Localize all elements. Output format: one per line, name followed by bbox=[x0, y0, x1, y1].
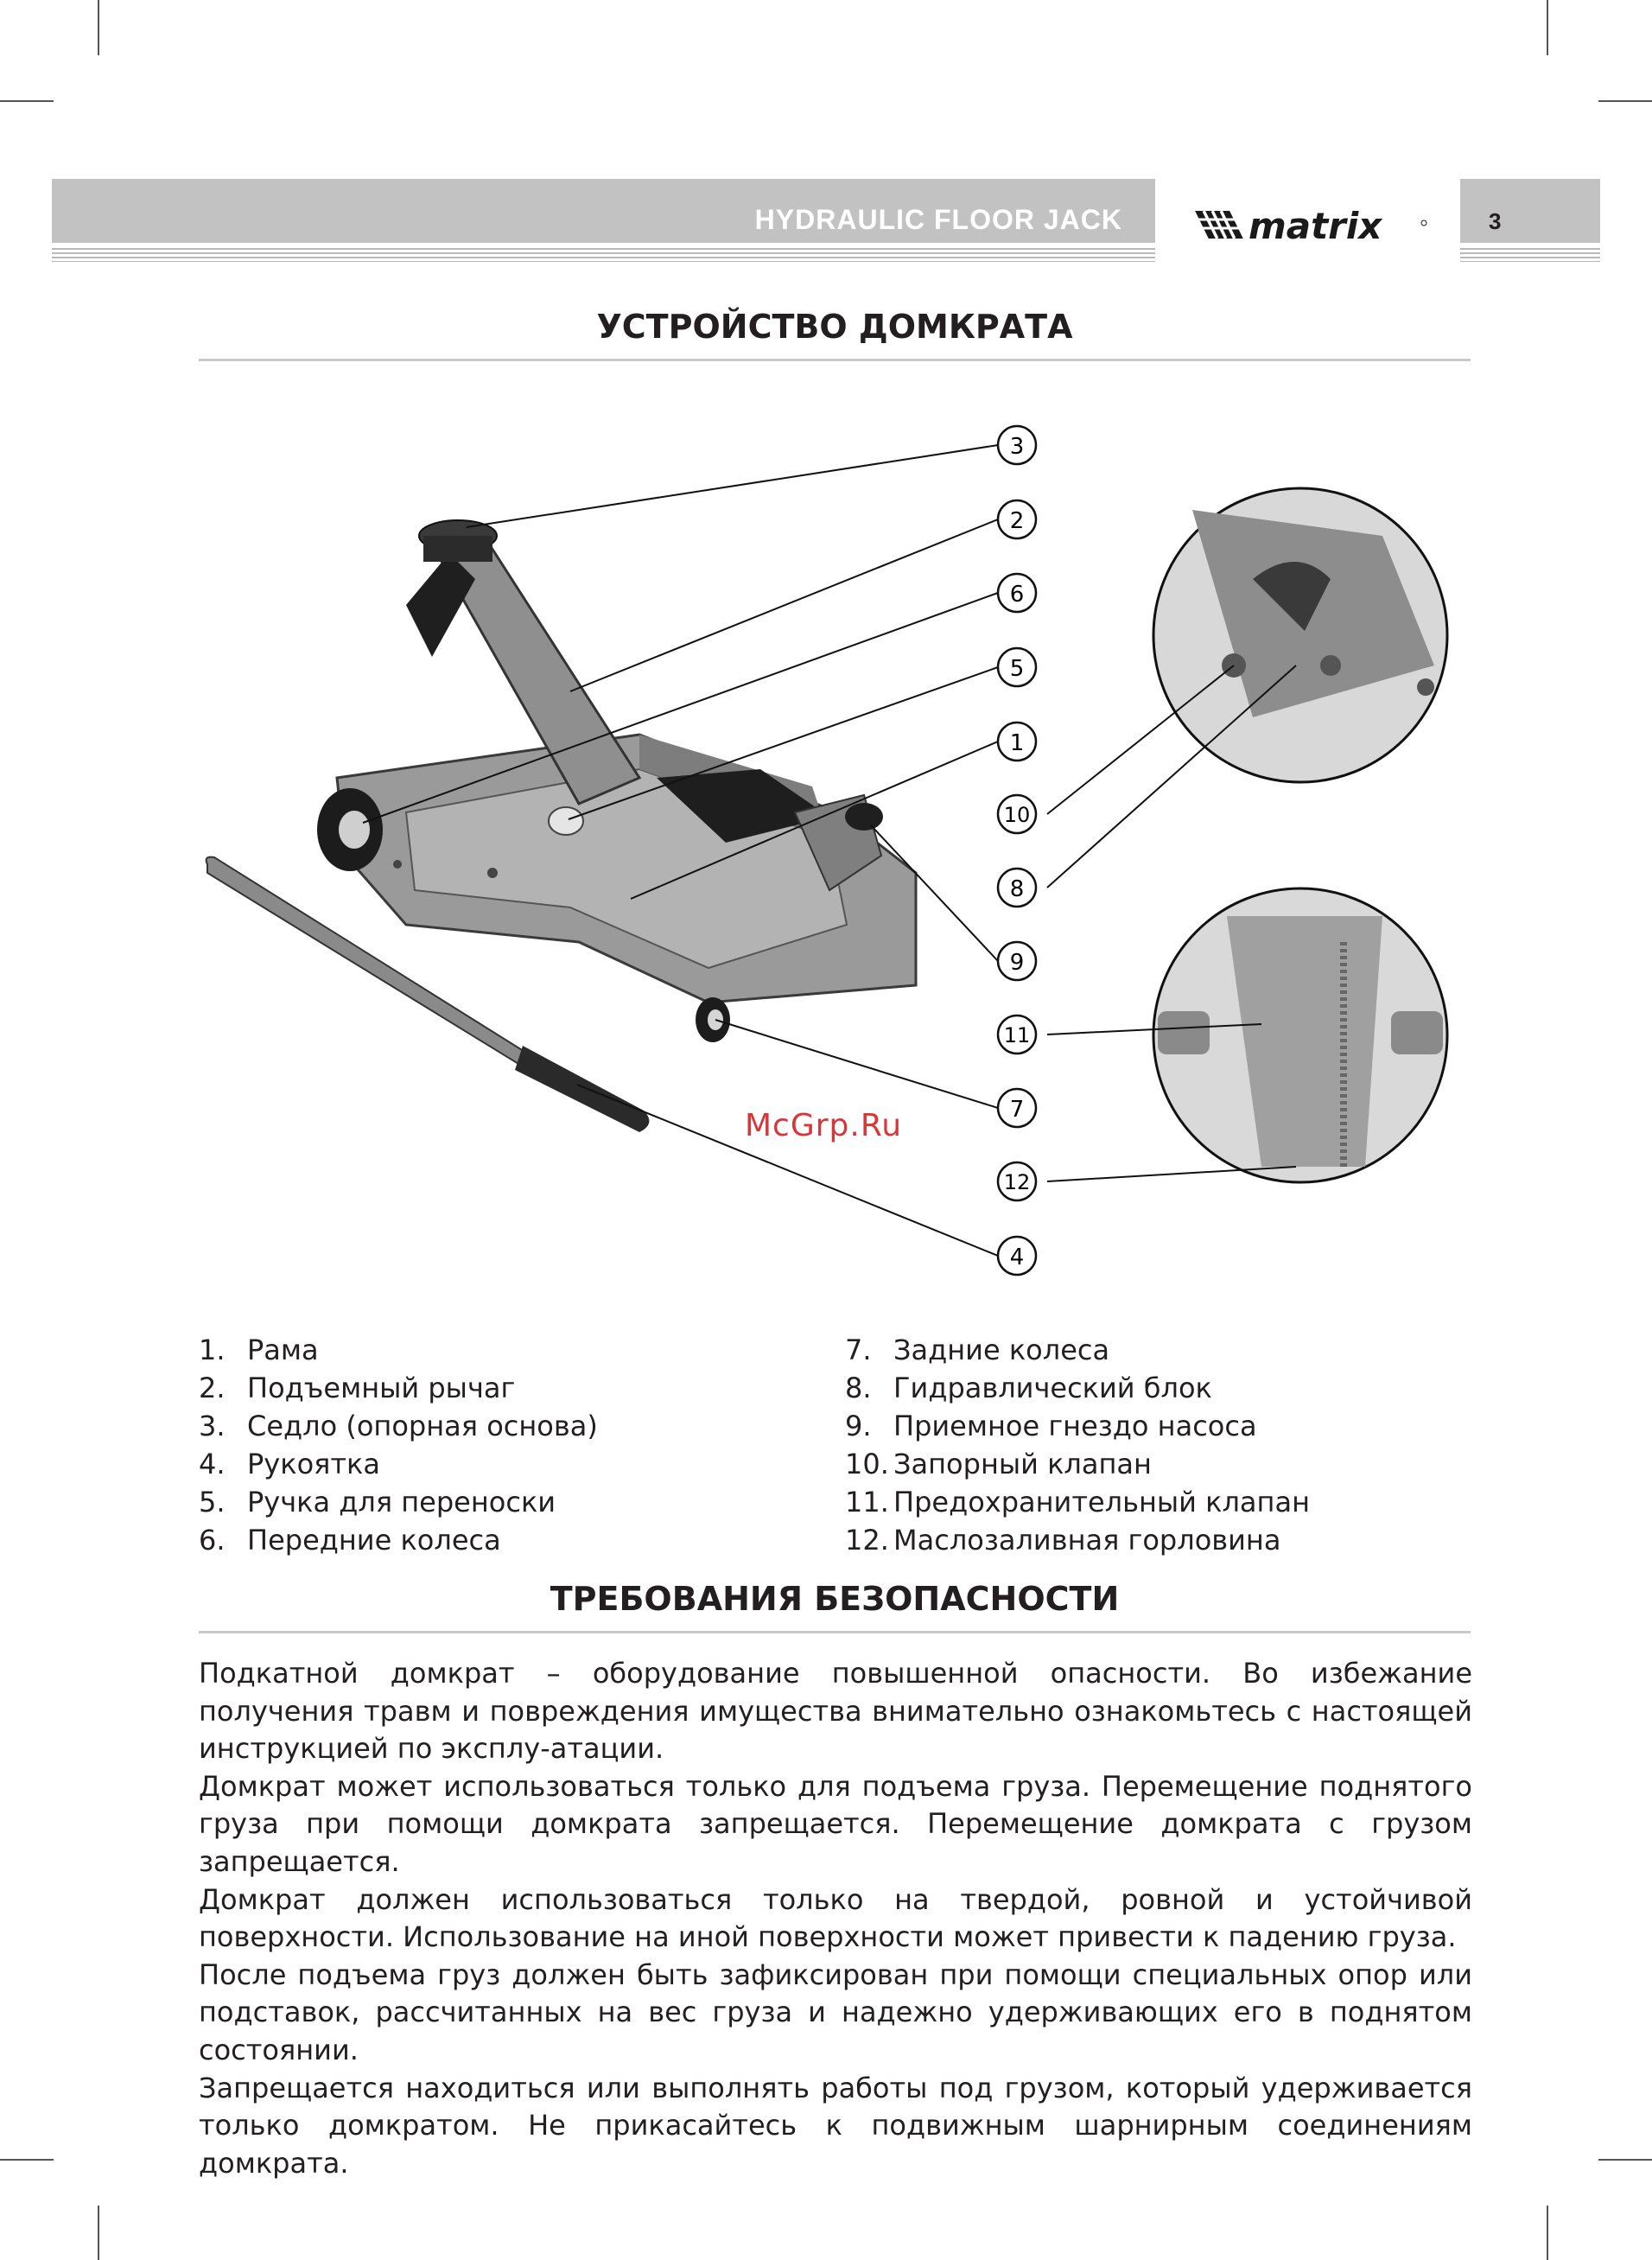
paragraph: Домкрат может использоваться только для подъема груза. Перемещение поднятого груза при помощи домкрата запрещается. Перемещение домкрата с грузом запрещается. bbox=[199, 1769, 1472, 1878]
callout-11 bbox=[998, 1015, 1036, 1054]
svg-text:7: 7 bbox=[1009, 1097, 1025, 1123]
callout-1 bbox=[998, 723, 1036, 761]
svg-text:5: 5 bbox=[1009, 656, 1025, 682]
parts-legend-left bbox=[199, 1331, 598, 1559]
page-number-box bbox=[1460, 179, 1600, 243]
brand-logo bbox=[1179, 195, 1439, 256]
callout-6 bbox=[998, 574, 1036, 612]
legend-item: 1. Рама bbox=[199, 1334, 319, 1366]
paragraph: После подъема груз должен быть зафиксирован при помощи специальных опор или подставок, рассчитанных на вес груза и надежно удерживающих его в поднятом состоянии. bbox=[199, 1958, 1472, 2066]
front-wheel bbox=[317, 788, 383, 871]
crop-mark bbox=[1598, 100, 1652, 102]
callout-9 bbox=[998, 942, 1036, 980]
crop-mark bbox=[0, 2159, 54, 2161]
page-number: 3 bbox=[1489, 208, 1502, 234]
crop-mark bbox=[98, 2206, 99, 2260]
callout-3 bbox=[998, 426, 1036, 464]
svg-text:6: 6 bbox=[1009, 582, 1025, 608]
saddle bbox=[419, 520, 497, 562]
legend-item: 12. Маслозаливная горловина bbox=[845, 1524, 1281, 1557]
callout-4 bbox=[998, 1237, 1036, 1275]
crop-mark bbox=[1598, 2159, 1652, 2161]
paragraph: Подкатной домкрат – оборудование повышенной опасности. Во избежание получения травм и повреждения имущества внимательно ознакомьтесь с настоящей инструкцией по эксплу-атации. bbox=[199, 1657, 1472, 1766]
document-title: HYDRAULIC FLOOR JACK bbox=[754, 204, 1122, 235]
crop-mark bbox=[98, 0, 99, 55]
legend-item: 4. Рукоятка bbox=[199, 1448, 380, 1480]
svg-text:10: 10 bbox=[1003, 803, 1031, 827]
paragraph: Домкрат должен использоваться только на твердой, ровной и устойчивой поверхности. Использование на иной поверхности может привести к падению груза. bbox=[199, 1882, 1472, 1954]
legend-item: 5. Ручка для переноски bbox=[199, 1486, 556, 1518]
legend-item: 7. Задние колеса bbox=[845, 1334, 1110, 1366]
jack-diagram bbox=[173, 406, 1486, 1296]
crop-mark bbox=[1547, 0, 1548, 55]
crop-mark bbox=[0, 100, 54, 102]
section-rule bbox=[199, 359, 1471, 361]
legend-item: 8. Гидравлический блок bbox=[845, 1372, 1212, 1404]
svg-text:8: 8 bbox=[1009, 876, 1025, 902]
svg-text:12: 12 bbox=[1003, 1170, 1031, 1194]
callout-12 bbox=[998, 1162, 1036, 1200]
legend-item: 3. Седло (опорная основа) bbox=[199, 1410, 598, 1442]
svg-text:3: 3 bbox=[1009, 434, 1025, 460]
section-title-safety: ТРЕБОВАНИЯ БЕЗОПАСНОСТИ bbox=[550, 1580, 1120, 1618]
detail-circle-safety bbox=[1153, 888, 1447, 1182]
svg-text:1: 1 bbox=[1009, 730, 1025, 756]
legend-item: 10. Запорный клапан bbox=[845, 1448, 1152, 1480]
svg-text:9: 9 bbox=[1009, 950, 1025, 976]
svg-text:4: 4 bbox=[1009, 1245, 1025, 1270]
section-rule bbox=[199, 1631, 1471, 1633]
svg-text:11: 11 bbox=[1003, 1023, 1031, 1047]
legend-item: 6. Передние колеса bbox=[199, 1524, 501, 1557]
section-title-device: УСТРОЙСТВО ДОМКРАТА bbox=[596, 308, 1073, 346]
parts-legend-right bbox=[845, 1331, 1310, 1559]
header-stripes bbox=[52, 248, 1155, 262]
callout-8 bbox=[998, 869, 1036, 907]
legend-item: 11. Предохранительный клапан bbox=[845, 1486, 1310, 1518]
svg-text:2: 2 bbox=[1009, 508, 1025, 534]
carry-handle bbox=[549, 807, 583, 835]
brand-wordmark: matrix bbox=[1249, 205, 1382, 247]
callout-2 bbox=[998, 500, 1036, 538]
paragraph: Запрещается находиться или выполнять работы под грузом, который удерживается только домкратом. Не прикасайтесь к подвижным шарнирным соединениям домкрата. bbox=[199, 2071, 1472, 2180]
rear-wheel bbox=[696, 997, 730, 1042]
watermark: McGrp.Ru bbox=[745, 1108, 903, 1143]
callout-10 bbox=[998, 795, 1036, 833]
detail-circle-valve bbox=[1153, 488, 1447, 782]
legend-item: 9. Приемное гнездо насоса bbox=[845, 1410, 1257, 1442]
legend-item: 2. Подъемный рычаг bbox=[199, 1372, 516, 1404]
safety-text bbox=[199, 1655, 1472, 2182]
callout-7 bbox=[998, 1089, 1036, 1127]
page-number-stripes bbox=[1460, 248, 1600, 262]
crop-mark bbox=[1547, 2206, 1548, 2260]
callout-5 bbox=[998, 648, 1036, 686]
